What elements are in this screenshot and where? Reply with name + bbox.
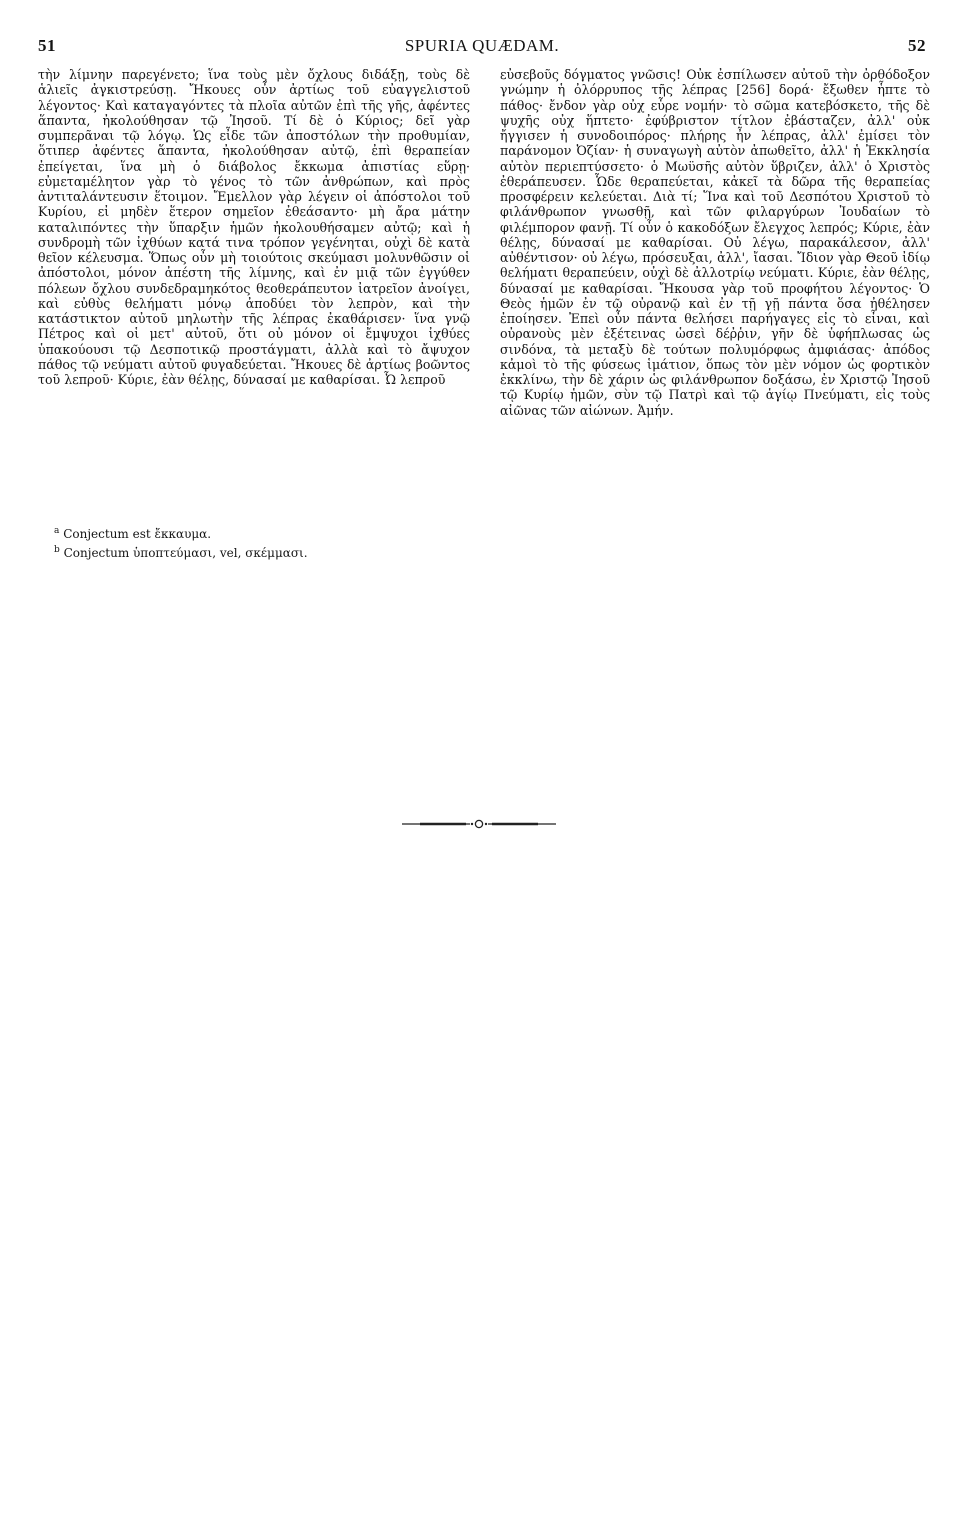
left-column-paragraph: τὴν λίμνην παρεγένετο; ἵνα τοὺς μὲν ὄχλους διδάξῃ, τοὺς δὲ ἁλιεῖς ἀγκιστρεύσῃ. Ἤκουες οὖν ἀρτίως τοῦ εὐαγγελιστοῦ λέγοντος· Καὶ καταγαγόντες τὰ πλοῖα αὐτῶν ἐπὶ τῆς γῆς, ἀφέντες ἅπαντα, ἠκολούθησαν τῷ Ἰησοῦ. Τί δὲ ὁ Κύριος; δεῖ γὰρ συμπερᾶναι τῷ λόγῳ. Ὡς εἶδε τῶν ἀποστόλων τὴν προθυμίαν, ὅτιπερ ἀφέντες ἅπαντα, ἠκολούθησαν αὐτῷ, ἐπὶ θεραπείαν ἐπείγεται, ἵνα μὴ ὁ διάβολος ἔκκωμα ἀπιστίας εὕρῃ· εὐμεταμέλητον γὰρ τὸ γένος τὸ τῶν ἀνθρώπων, καὶ πρὸς ἀντιταλάντευσιν ἕτοιμον. Ἔμελλον γὰρ λέγειν οἱ ἀπόστολοι τοῦ Κυρίου, εἰ μηδὲν ἕτερον σημεῖον ἐθεάσαντο· μὴ ἄρα μάτην καταλιπόντες τὴν ὕπαρξιν ἡμῶν ἠκολουθήσαμεν αὐτῷ; καὶ ἡ συνδρομὴ τῶν ἰχθύων κατά τινα τρόπον γεγένηται, οὐχὶ δὲ κατὰ θεῖον κέλευσμα. Ὅπως οὖν μὴ τοιούτοις σκεύμασι μολυνθῶσιν οἱ ἀπόστολοι, μόνον ἀπέστη τῆς λίμνης, καὶ ἐν μιᾷ τῶν ἐγγύθεν πόλεων ὄχλου συνδεδραμηκότος θεοθεράπευτον ἰατρεῖον ἀνοίγει, καὶ εὐθὺς θελήματι μόνῳ ἀποδύει τὸν λεπρὸν, καὶ τὴν κατάστικτον αὐτοῦ μηλωτὴν τῆς λέπρας ἐκαθάρισεν· ἵνα γνῷ Πέτρος καὶ οἱ μετ' αὐτοῦ, ὅτι οὐ μόνον οἱ ἔμψυχοι ἰχθύες ὑπακούουσι τῷ Δεσποτικῷ προστάγματι, ἀλλὰ καὶ τὸ ἄψυχον πάθος τῷ νεύματι αὐτοῦ φυγαδεύεται. Ἤκουες δὲ ἀρτίως βοῶντος τοῦ λεπροῦ· Κύριε, ἐὰν θέλῃς, δύνασαί με καθαρίσαι. Ὦ λεπροῦ xyxy=(38,67,470,387)
footnote-1-marker: a xyxy=(54,526,60,536)
left-column xyxy=(38,67,470,387)
page-number-right: 52 xyxy=(908,36,926,55)
ornamental-end-rule xyxy=(400,818,558,830)
page-number-left: 51 xyxy=(38,36,56,55)
footnote-2-marker: b xyxy=(54,545,60,555)
running-title: SPURIA QUÆDAM. xyxy=(404,36,560,55)
footnote-2-text: Conjectum ὑποπτεύμασι, vel, σκέμμασι. xyxy=(63,546,308,560)
right-column xyxy=(500,67,930,418)
footnote-2 xyxy=(54,542,454,561)
running-header xyxy=(38,36,926,60)
right-column-paragraph: εὐσεβοῦς δόγματος γνῶσις! Οὐκ ἐσπίλωσεν αὐτοῦ τὴν ὀρθόδοξον γνώμην ἡ ὀλόρρυπος τῆς λέπρας [256] δορά· ἔξωθεν ἧπτε τὸ πάθος· ἔνδον γὰρ οὐχ εὗρε νομήν· τὸ σῶμα κατεβόσκετο, τῆς δὲ ψυχῆς οὐχ ἥπτετο· ἐφύβριστον τίτλον ἐβάσταζεν, ἀλλ' οὐκ ἤγγισεν ἡ συνοδοιπόρος· πλήρης ἦν λέπρας, ἀλλ' ἐμίσει τὸν παράνομον Ὀζίαν· ἡ συναγωγὴ αὐτὸν ἀπωθεῖτο, ἀλλ' ἡ Ἐκκλησία αὐτὸν περιεπτύσσετο· ὁ Μωϋσῆς αὐτὸν ὕβριζεν, ἀλλ' ὁ Χριστὸς ἐθεράπευσεν. Ὧδε θεραπεύεται, κἀκεῖ τὰ δῶρα τῆς θεραπείας προσφέρειν κελεύεται. Διὰ τί; Ἵνα καὶ τοῦ Δεσπότου Χριστοῦ τὸ φιλάνθρωπον γνωσθῇ, καὶ τῶν φιλαργύρων Ἰουδαίων τὸ φιλέμπορον φανῇ. Τί οὖν ὁ κακοδόξων ἔλεγχος λεπρός; Κύριε, ἐὰν θέλῃς, δύνασαί με καθαρίσαι. Οὐ λέγω, παρακάλεσον, ἀλλ' αὐθέντισον· οὐ λέγω, πρόσευξαι, ἀλλ', ἴασαι. Ἴδιον γὰρ Θεοῦ ἰδίῳ θελήματι θεραπεύειν, οὐχὶ δὲ ἀλλοτρίῳ νεύματι. Κύριε, ἐὰν θέλῃς, δύνασαί με καθαρίσαι. Ἤκουσα γὰρ τοῦ προφήτου λέγοντος· Ὁ Θεὸς ἡμῶν ἐν τῷ οὐρανῷ καὶ ἐν τῇ γῇ πάντα ὅσα ἠθέλησεν ἐποίησεν. Ἐπεὶ οὖν πάντα θελήσει παρήγαγες εἰς τὸ εἶναι, καὶ οὐρανοὺς μὲν ἐξέτεινας ὡσεὶ δέῤῥιν, γῆν δὲ ὑφήπλωσας ὡς σινδόνα, τὰ μεταξὺ δὲ τούτων πολυμόρφως ἀμφιάσας· ἀπόδος κἀμοὶ τὸ τῆς φύσεως ἱμάτιον, ὅπως τὸν μὲν νόμον ὡς φορτικὸν ἐκκλίνω, τὴν δὲ χάριν ὡς φιλάνθρωπον δοξάσω, ἐν Χριστῷ Ἰησοῦ τῷ Κυρίῳ ἡμῶν, σὺν τῷ Πατρὶ καὶ τῷ ἁγίῳ Πνεύματι, εἰς τοὺς αἰῶνας τῶν αἰώνων. Ἀμήν. xyxy=(500,67,930,418)
footnote-1 xyxy=(54,523,454,542)
footnotes xyxy=(54,523,454,561)
footnote-1-text: Conjectum est ἔκκαυμα. xyxy=(63,527,212,541)
